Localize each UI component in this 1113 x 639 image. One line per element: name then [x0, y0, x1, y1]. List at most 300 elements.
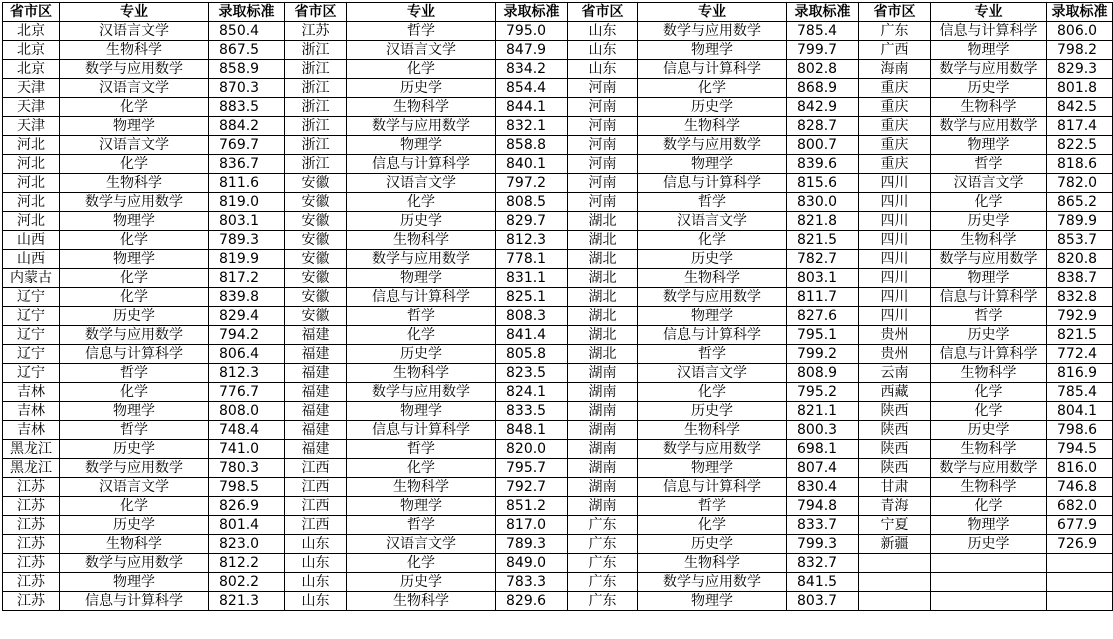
table-row [3, 41, 1113, 60]
score-cell: 812.3 [496, 231, 568, 250]
province-cell: 重庆 [859, 79, 931, 98]
province-cell: 福建 [285, 364, 347, 383]
province-cell: 山东 [285, 592, 347, 611]
score-cell: 805.8 [496, 345, 568, 364]
major-cell: 汉语言文学 [60, 136, 209, 155]
province-cell: 广东 [859, 22, 931, 41]
province-cell: 湖南 [568, 459, 638, 478]
major-cell: 生物科学 [638, 117, 787, 136]
score-cell: 799.7 [787, 41, 859, 60]
major-cell: 数学与应用数学 [638, 288, 787, 307]
province-cell: 安徽 [285, 250, 347, 269]
score-cell: 831.1 [496, 269, 568, 288]
province-cell: 广东 [568, 535, 638, 554]
score-cell: 858.9 [209, 60, 285, 79]
major-cell: 历史学 [60, 307, 209, 326]
score-cell: 816.9 [1047, 364, 1113, 383]
province-cell: 湖北 [568, 250, 638, 269]
score-cell: 817.2 [209, 269, 285, 288]
table-row [3, 250, 1113, 269]
score-cell: 850.4 [209, 22, 285, 41]
major-cell: 数学与应用数学 [931, 117, 1047, 136]
major-cell: 历史学 [347, 573, 496, 592]
major-cell: 生物科学 [60, 41, 209, 60]
major-cell: 历史学 [638, 535, 787, 554]
major-cell: 物理学 [638, 459, 787, 478]
score-cell: 821.5 [787, 231, 859, 250]
province-cell: 福建 [285, 326, 347, 345]
score-cell: 840.1 [496, 155, 568, 174]
table-row [3, 22, 1113, 41]
score-cell: 776.7 [209, 383, 285, 402]
major-cell: 生物科学 [347, 231, 496, 250]
table-row [3, 592, 1113, 611]
score-cell: 769.7 [209, 136, 285, 155]
province-cell: 浙江 [285, 117, 347, 136]
score-cell: 828.7 [787, 117, 859, 136]
major-cell: 物理学 [60, 402, 209, 421]
province-cell: 山东 [285, 573, 347, 592]
score-cell: 820.0 [496, 440, 568, 459]
score-cell: 821.8 [787, 212, 859, 231]
score-cell: 811.7 [787, 288, 859, 307]
province-cell: 四川 [859, 288, 931, 307]
score-cell: 829.6 [496, 592, 568, 611]
score-cell: 808.5 [496, 193, 568, 212]
major-cell [931, 573, 1047, 592]
province-cell: 山东 [285, 554, 347, 573]
admission-scores-table [2, 2, 1113, 611]
major-cell: 生物科学 [931, 98, 1047, 117]
score-cell: 772.4 [1047, 345, 1113, 364]
province-cell: 甘肃 [859, 478, 931, 497]
province-cell: 宁夏 [859, 516, 931, 535]
major-cell: 历史学 [60, 440, 209, 459]
table-row [3, 117, 1113, 136]
major-cell: 生物科学 [931, 478, 1047, 497]
province-cell: 浙江 [285, 79, 347, 98]
province-header: 省市区 [568, 3, 638, 22]
province-cell: 陕西 [859, 402, 931, 421]
score-cell: 783.3 [496, 573, 568, 592]
score-cell: 820.8 [1047, 250, 1113, 269]
major-cell: 物理学 [347, 269, 496, 288]
score-cell: 830.0 [787, 193, 859, 212]
table-row [3, 497, 1113, 516]
score-cell: 833.5 [496, 402, 568, 421]
table-row [3, 136, 1113, 155]
province-cell: 重庆 [859, 155, 931, 174]
province-cell: 江苏 [3, 592, 60, 611]
score-cell [1047, 592, 1113, 611]
province-cell: 山东 [568, 41, 638, 60]
table-row [3, 573, 1113, 592]
province-cell: 湖北 [568, 307, 638, 326]
province-cell: 河南 [568, 174, 638, 193]
major-cell: 信息与计算科学 [60, 592, 209, 611]
table-row [3, 326, 1113, 345]
province-cell: 江苏 [3, 516, 60, 535]
score-cell: 792.7 [496, 478, 568, 497]
province-cell: 吉林 [3, 402, 60, 421]
major-cell: 物理学 [638, 307, 787, 326]
major-cell: 生物科学 [638, 269, 787, 288]
score-cell [1047, 554, 1113, 573]
province-cell: 海南 [859, 60, 931, 79]
province-cell: 江苏 [3, 573, 60, 592]
province-cell: 湖北 [568, 269, 638, 288]
major-cell: 物理学 [347, 402, 496, 421]
table-row [3, 231, 1113, 250]
province-cell: 湖北 [568, 326, 638, 345]
major-cell: 信息与计算科学 [638, 478, 787, 497]
province-cell: 河南 [568, 79, 638, 98]
province-cell: 湖南 [568, 364, 638, 383]
score-cell: 808.9 [787, 364, 859, 383]
province-cell: 河南 [568, 98, 638, 117]
province-cell: 天津 [3, 98, 60, 117]
table-row [3, 440, 1113, 459]
table-row [3, 269, 1113, 288]
score-cell: 823.5 [496, 364, 568, 383]
major-cell: 哲学 [931, 307, 1047, 326]
score-cell: 808.3 [496, 307, 568, 326]
score-cell: 819.0 [209, 193, 285, 212]
score-cell: 858.8 [496, 136, 568, 155]
province-cell: 江西 [285, 459, 347, 478]
province-cell: 四川 [859, 212, 931, 231]
score-cell: 782.0 [1047, 174, 1113, 193]
score-cell: 803.1 [787, 269, 859, 288]
province-cell [859, 554, 931, 573]
score-cell: 795.2 [787, 383, 859, 402]
major-cell: 历史学 [60, 516, 209, 535]
major-cell: 物理学 [347, 136, 496, 155]
score-cell: 811.6 [209, 174, 285, 193]
score-cell: 802.8 [787, 60, 859, 79]
major-cell: 物理学 [60, 117, 209, 136]
major-cell: 化学 [347, 459, 496, 478]
province-cell: 江西 [285, 516, 347, 535]
major-cell: 哲学 [347, 516, 496, 535]
province-header: 省市区 [285, 3, 347, 22]
major-cell: 数学与应用数学 [60, 60, 209, 79]
major-cell: 生物科学 [931, 364, 1047, 383]
score-header: 录取标准 [1047, 3, 1113, 22]
table-row [3, 535, 1113, 554]
major-cell [931, 592, 1047, 611]
major-cell: 历史学 [931, 535, 1047, 554]
score-cell: 785.4 [787, 22, 859, 41]
score-cell: 794.5 [1047, 440, 1113, 459]
score-cell: 821.5 [1047, 326, 1113, 345]
score-cell: 832.7 [787, 554, 859, 573]
major-cell: 数学与应用数学 [347, 117, 496, 136]
major-cell: 数学与应用数学 [638, 573, 787, 592]
table-row [3, 364, 1113, 383]
major-cell: 哲学 [60, 421, 209, 440]
table-row [3, 421, 1113, 440]
province-cell: 贵州 [859, 345, 931, 364]
table-row [3, 155, 1113, 174]
score-cell: 826.9 [209, 497, 285, 516]
province-cell: 北京 [3, 22, 60, 41]
province-cell: 天津 [3, 117, 60, 136]
province-cell: 安徽 [285, 269, 347, 288]
table-row [3, 383, 1113, 402]
score-cell: 812.3 [209, 364, 285, 383]
province-cell: 四川 [859, 193, 931, 212]
province-cell: 河南 [568, 136, 638, 155]
score-cell: 803.7 [787, 592, 859, 611]
major-cell: 化学 [931, 193, 1047, 212]
score-cell: 839.8 [209, 288, 285, 307]
score-cell: 799.3 [787, 535, 859, 554]
score-cell: 833.7 [787, 516, 859, 535]
province-cell: 四川 [859, 269, 931, 288]
province-cell: 四川 [859, 231, 931, 250]
province-cell: 北京 [3, 60, 60, 79]
province-cell: 河北 [3, 193, 60, 212]
province-cell: 黑龙江 [3, 459, 60, 478]
province-cell: 安徽 [285, 288, 347, 307]
major-cell: 历史学 [347, 212, 496, 231]
major-cell: 信息与计算科学 [931, 288, 1047, 307]
province-cell: 江苏 [285, 22, 347, 41]
score-cell: 798.5 [209, 478, 285, 497]
major-cell: 信息与计算科学 [347, 155, 496, 174]
province-cell: 湖南 [568, 383, 638, 402]
score-cell: 801.8 [1047, 79, 1113, 98]
major-cell: 数学与应用数学 [931, 60, 1047, 79]
major-cell: 历史学 [931, 79, 1047, 98]
major-cell: 信息与计算科学 [931, 345, 1047, 364]
province-cell: 西藏 [859, 383, 931, 402]
score-cell: 851.2 [496, 497, 568, 516]
province-cell: 福建 [285, 402, 347, 421]
major-header: 专业 [931, 3, 1047, 22]
major-cell: 物理学 [60, 250, 209, 269]
province-cell: 湖北 [568, 231, 638, 250]
score-cell: 830.4 [787, 478, 859, 497]
province-cell: 河南 [568, 193, 638, 212]
score-cell: 789.9 [1047, 212, 1113, 231]
province-cell: 山东 [285, 535, 347, 554]
province-cell: 山西 [3, 250, 60, 269]
province-cell: 四川 [859, 307, 931, 326]
score-cell: 806.4 [209, 345, 285, 364]
province-cell: 内蒙古 [3, 269, 60, 288]
major-cell: 化学 [60, 231, 209, 250]
province-cell: 安徽 [285, 174, 347, 193]
major-cell: 汉语言文学 [60, 22, 209, 41]
major-cell: 物理学 [347, 497, 496, 516]
major-cell: 物理学 [931, 269, 1047, 288]
score-cell: 748.4 [209, 421, 285, 440]
major-cell: 信息与计算科学 [638, 174, 787, 193]
table-body [3, 22, 1113, 611]
province-cell: 江苏 [3, 535, 60, 554]
province-cell: 江西 [285, 478, 347, 497]
major-header: 专业 [60, 3, 209, 22]
province-cell: 新疆 [859, 535, 931, 554]
major-cell: 哲学 [347, 22, 496, 41]
major-cell: 化学 [347, 554, 496, 573]
province-cell: 广西 [859, 41, 931, 60]
province-cell: 浙江 [285, 41, 347, 60]
major-cell: 信息与计算科学 [638, 60, 787, 79]
major-cell: 数学与应用数学 [638, 136, 787, 155]
province-cell: 湖南 [568, 402, 638, 421]
score-cell: 797.2 [496, 174, 568, 193]
major-cell: 历史学 [931, 212, 1047, 231]
score-cell: 795.7 [496, 459, 568, 478]
province-cell: 辽宁 [3, 364, 60, 383]
score-cell: 847.9 [496, 41, 568, 60]
major-cell: 数学与应用数学 [638, 22, 787, 41]
major-cell: 哲学 [931, 155, 1047, 174]
table-row [3, 554, 1113, 573]
score-cell: 789.3 [209, 231, 285, 250]
table-row [3, 345, 1113, 364]
province-cell: 江苏 [3, 497, 60, 516]
province-cell: 湖南 [568, 478, 638, 497]
major-cell: 数学与应用数学 [60, 193, 209, 212]
province-cell: 重庆 [859, 117, 931, 136]
major-cell: 生物科学 [347, 98, 496, 117]
province-cell: 福建 [285, 440, 347, 459]
score-cell: 884.2 [209, 117, 285, 136]
province-cell: 贵州 [859, 326, 931, 345]
major-cell: 化学 [931, 402, 1047, 421]
province-cell: 湖北 [568, 345, 638, 364]
province-cell: 陕西 [859, 421, 931, 440]
major-cell: 历史学 [931, 326, 1047, 345]
major-cell: 历史学 [347, 345, 496, 364]
province-cell: 江西 [285, 497, 347, 516]
province-cell: 广东 [568, 554, 638, 573]
province-cell: 黑龙江 [3, 440, 60, 459]
province-cell [859, 573, 931, 592]
score-cell: 808.0 [209, 402, 285, 421]
score-cell: 780.3 [209, 459, 285, 478]
score-cell: 832.8 [1047, 288, 1113, 307]
score-cell: 829.4 [209, 307, 285, 326]
province-cell: 河南 [568, 155, 638, 174]
major-cell: 物理学 [931, 41, 1047, 60]
major-cell: 生物科学 [347, 364, 496, 383]
major-cell: 数学与应用数学 [931, 459, 1047, 478]
major-cell: 化学 [931, 497, 1047, 516]
major-cell: 汉语言文学 [931, 174, 1047, 193]
score-cell: 868.9 [787, 79, 859, 98]
score-cell: 848.1 [496, 421, 568, 440]
score-cell: 841.4 [496, 326, 568, 345]
score-cell: 836.7 [209, 155, 285, 174]
score-cell: 682.0 [1047, 497, 1113, 516]
major-cell: 哲学 [638, 497, 787, 516]
table-row [3, 174, 1113, 193]
major-cell: 哲学 [60, 364, 209, 383]
major-cell: 生物科学 [931, 231, 1047, 250]
score-cell: 804.1 [1047, 402, 1113, 421]
major-cell: 化学 [638, 516, 787, 535]
score-cell: 823.0 [209, 535, 285, 554]
score-cell: 865.2 [1047, 193, 1113, 212]
major-cell: 数学与应用数学 [347, 383, 496, 402]
province-cell: 辽宁 [3, 345, 60, 364]
table-row [3, 478, 1113, 497]
province-cell: 青海 [859, 497, 931, 516]
header-row [3, 3, 1113, 22]
score-cell: 795.1 [787, 326, 859, 345]
score-cell: 782.7 [787, 250, 859, 269]
major-cell: 历史学 [931, 421, 1047, 440]
province-cell: 湖南 [568, 421, 638, 440]
score-cell: 842.5 [1047, 98, 1113, 117]
score-cell: 844.1 [496, 98, 568, 117]
score-cell: 815.6 [787, 174, 859, 193]
score-cell: 870.3 [209, 79, 285, 98]
major-cell: 化学 [638, 383, 787, 402]
major-cell: 化学 [60, 288, 209, 307]
score-cell: 803.1 [209, 212, 285, 231]
major-cell: 汉语言文学 [347, 535, 496, 554]
score-cell: 819.9 [209, 250, 285, 269]
province-cell: 浙江 [285, 60, 347, 79]
table-header [3, 3, 1113, 22]
major-cell: 信息与计算科学 [60, 345, 209, 364]
major-cell: 化学 [638, 231, 787, 250]
score-cell: 795.0 [496, 22, 568, 41]
score-cell: 817.0 [496, 516, 568, 535]
table-row [3, 459, 1113, 478]
major-cell: 生物科学 [931, 440, 1047, 459]
province-cell: 重庆 [859, 136, 931, 155]
score-cell: 854.4 [496, 79, 568, 98]
score-cell: 801.4 [209, 516, 285, 535]
score-header: 录取标准 [787, 3, 859, 22]
major-cell: 生物科学 [60, 535, 209, 554]
score-cell: 822.5 [1047, 136, 1113, 155]
major-cell [931, 554, 1047, 573]
major-cell: 哲学 [347, 307, 496, 326]
province-cell [859, 592, 931, 611]
province-cell: 山西 [3, 231, 60, 250]
major-cell: 生物科学 [638, 554, 787, 573]
province-cell: 湖南 [568, 497, 638, 516]
major-cell: 信息与计算科学 [347, 421, 496, 440]
score-cell: 794.2 [209, 326, 285, 345]
score-cell: 817.4 [1047, 117, 1113, 136]
major-cell: 汉语言文学 [60, 478, 209, 497]
major-cell: 物理学 [638, 155, 787, 174]
score-cell: 834.2 [496, 60, 568, 79]
score-cell: 839.6 [787, 155, 859, 174]
province-cell: 山东 [568, 22, 638, 41]
major-cell: 生物科学 [347, 592, 496, 611]
score-cell: 838.7 [1047, 269, 1113, 288]
score-cell: 812.2 [209, 554, 285, 573]
province-cell: 广东 [568, 592, 638, 611]
province-cell: 江苏 [3, 478, 60, 497]
score-header: 录取标准 [209, 3, 285, 22]
score-cell: 832.1 [496, 117, 568, 136]
score-cell [1047, 573, 1113, 592]
score-cell: 800.7 [787, 136, 859, 155]
table-row [3, 193, 1113, 212]
major-cell: 生物科学 [347, 478, 496, 497]
